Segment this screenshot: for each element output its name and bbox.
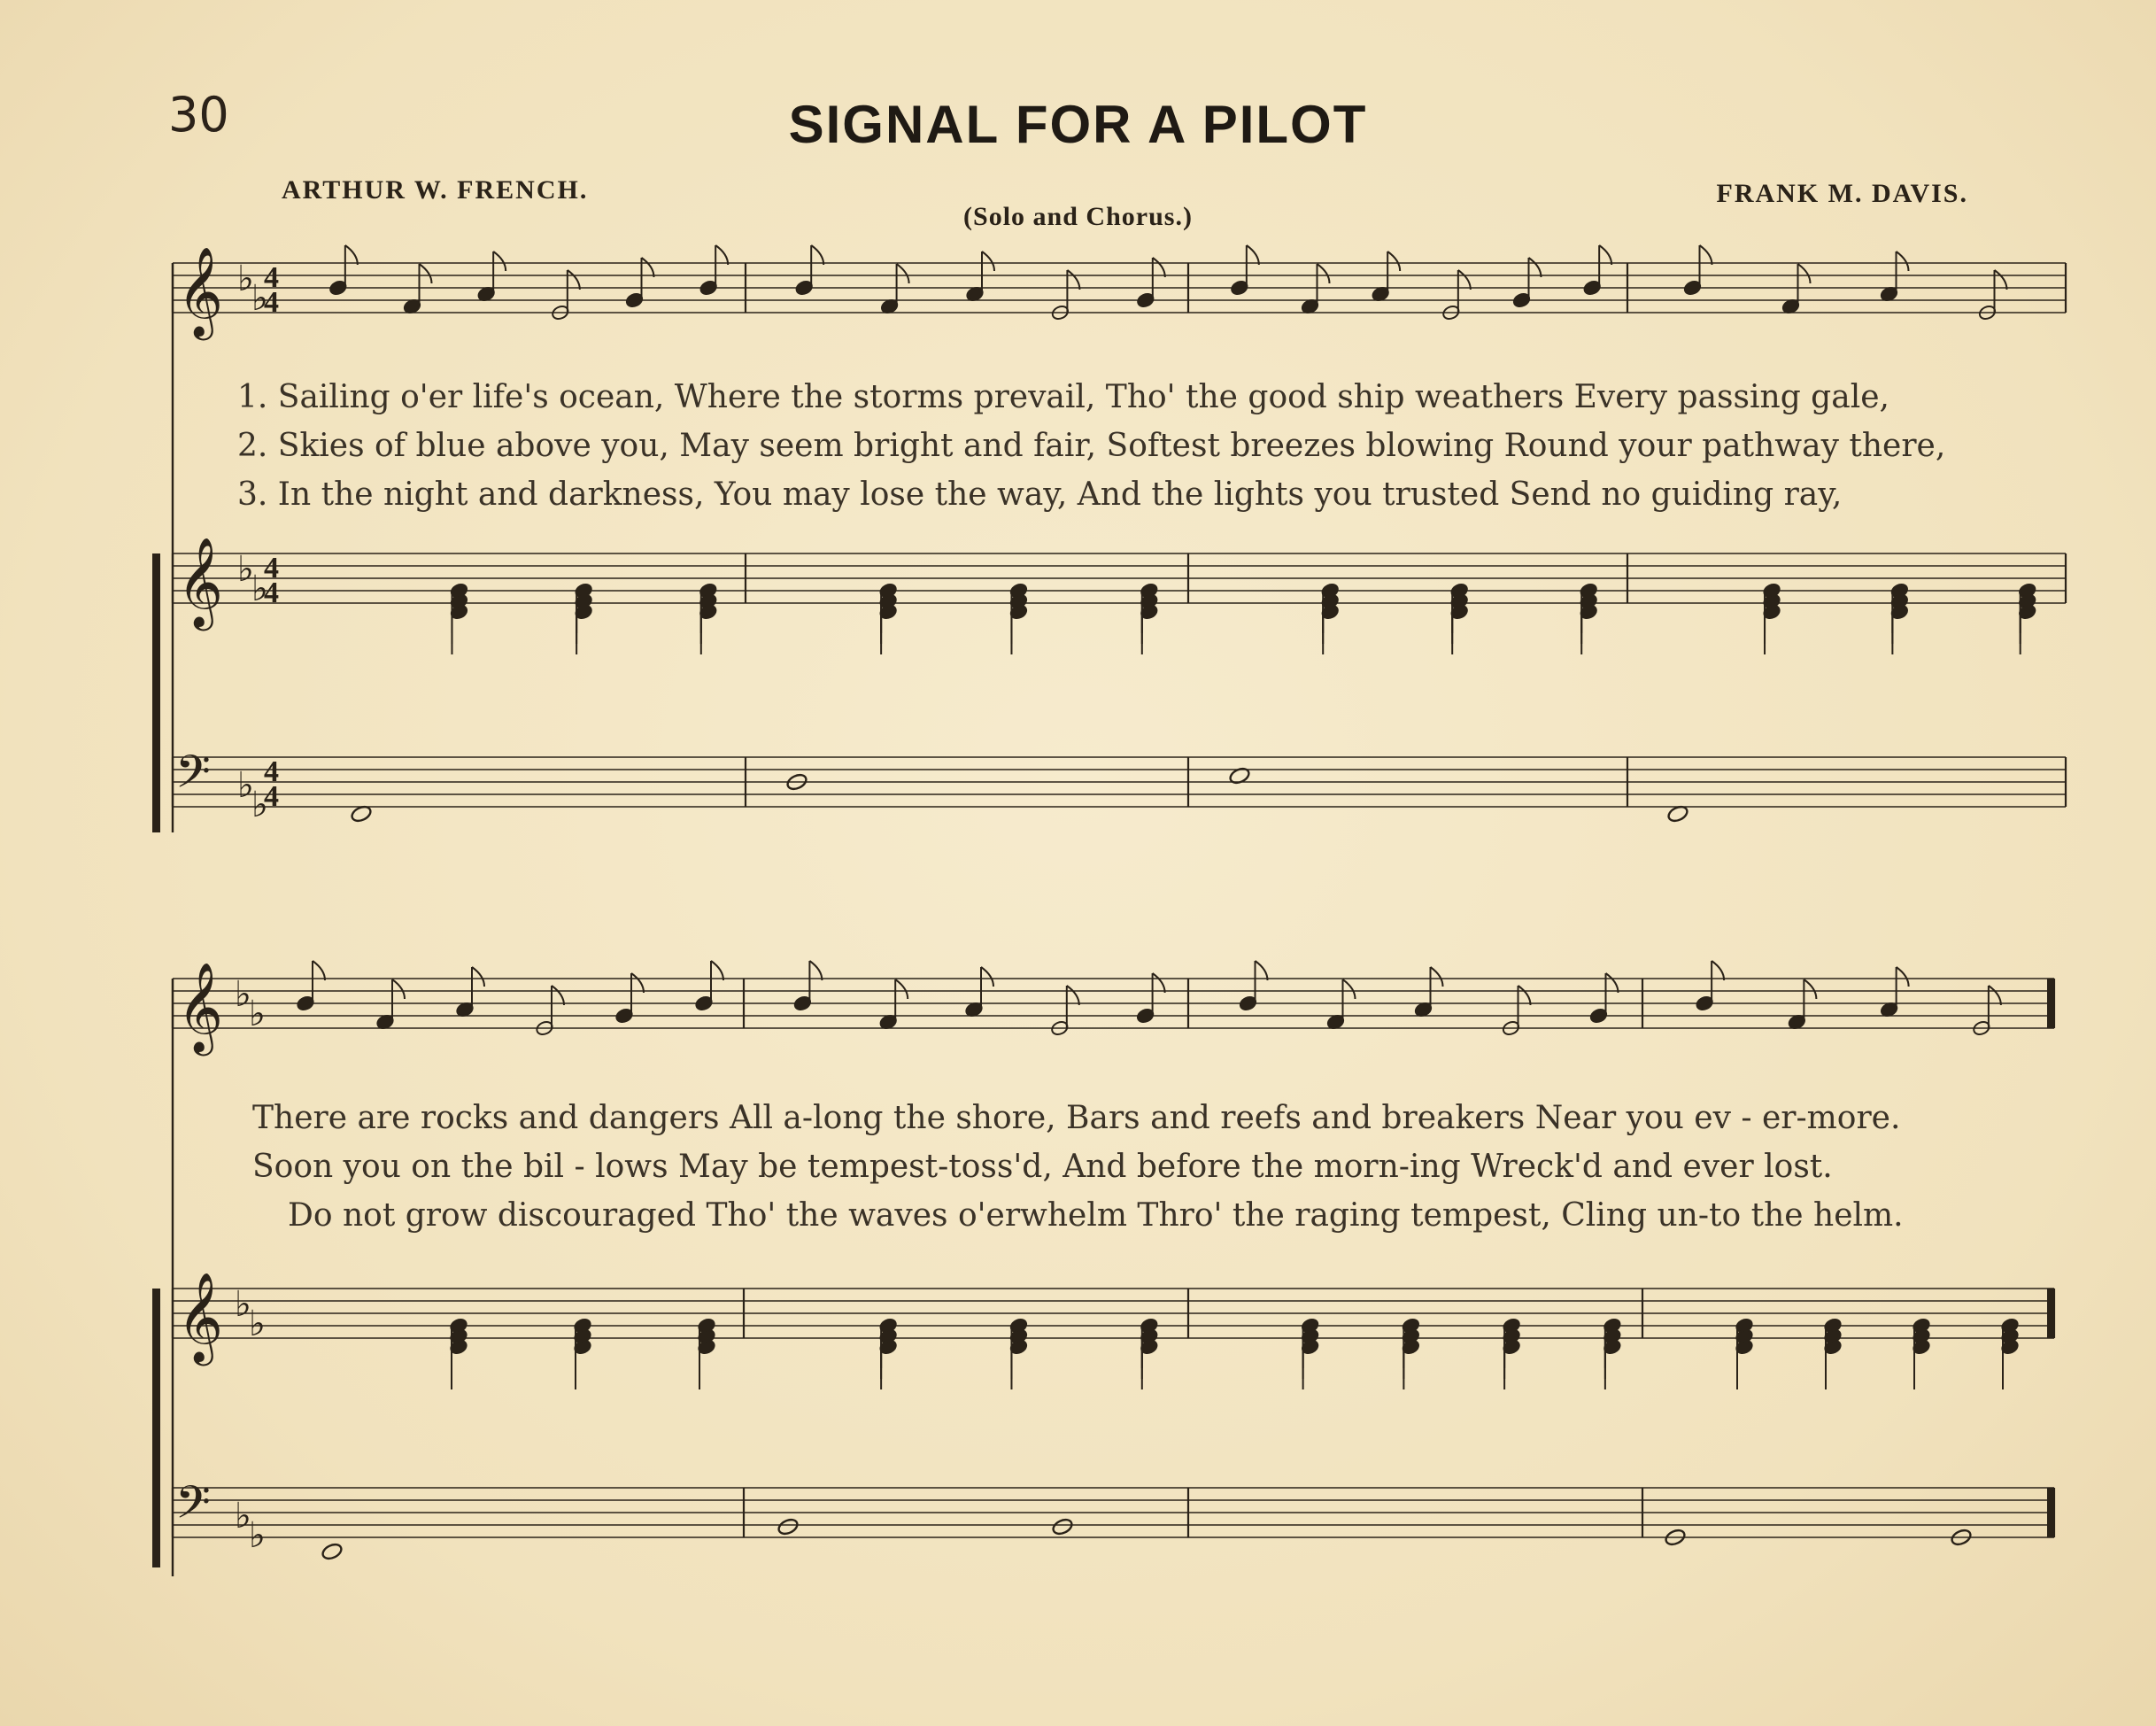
song-title: SIGNAL FOR A PILOT	[788, 95, 1368, 154]
flat-sign-icon: ♭	[237, 765, 254, 806]
time-signature: 4	[264, 577, 279, 609]
lyric-line-verse-2-a: 2. Skies of blue above you, May seem bright and fair, Softest breezes blowing Round your pathway there,	[237, 428, 1946, 464]
note-flag	[1712, 961, 1724, 980]
note-flag	[1387, 252, 1400, 271]
note-flag	[642, 258, 654, 277]
note-flag	[1798, 264, 1811, 283]
note-flag	[1343, 979, 1356, 999]
half-note-head	[321, 1542, 344, 1561]
note-flag	[715, 245, 728, 265]
flat-sign-icon: ♭	[235, 1496, 251, 1536]
note-flag	[345, 245, 358, 265]
note-flag	[1989, 986, 2001, 1005]
lyric-line-verse-1-a: 1. Sailing o'er life's ocean, Where the storms prevail, Tho' the good ship weathers Every passing gale,	[237, 379, 1889, 415]
note-flag	[552, 986, 564, 1005]
note-flag	[897, 264, 909, 283]
note-flag	[1897, 252, 1909, 271]
note-flag	[631, 973, 644, 993]
note-flag	[1458, 270, 1471, 290]
flat-sign-icon: ♭	[251, 278, 268, 319]
page-number: 30	[168, 87, 229, 143]
note-flag	[1256, 961, 1268, 980]
note-flag	[1247, 245, 1259, 265]
note-flag	[895, 979, 908, 999]
note-flag	[568, 270, 580, 290]
flat-sign-icon: ♭	[249, 1515, 266, 1556]
lyric-line-verse-3-b: Do not grow discouraged Tho' the waves o'erwhelm Thro' the raging tempest, Cling un-to the helm.	[288, 1197, 1904, 1234]
composer-credit: FRANK M. DAVIS.	[1716, 179, 1968, 208]
note-flag	[981, 967, 993, 987]
note-flag	[1995, 270, 2007, 290]
system-brace	[152, 1289, 160, 1567]
lyric-line-verse-3-a: 3. In the night and darkness, You may lose the way, And the lights you trusted Send no guiding ray,	[237, 476, 1843, 513]
flat-sign-icon: ♭	[249, 1304, 266, 1344]
lyricist-credit: ARTHUR W. FRENCH.	[282, 175, 589, 205]
flat-sign-icon: ♭	[237, 549, 254, 590]
note-flag	[1067, 270, 1079, 290]
time-signature: 4	[264, 780, 279, 813]
flat-sign-icon: ♭	[249, 994, 266, 1034]
subtitle: (Solo and Chorus.)	[963, 202, 1193, 231]
note-flag	[493, 252, 506, 271]
lyric-line-verse-1-b: There are rocks and dangers All a-long the shore, Bars and reefs and breakers Near you ev - er-more.	[252, 1100, 1901, 1136]
final-barline	[2047, 1488, 2054, 1537]
final-barline	[2047, 979, 2054, 1028]
final-barline	[2047, 1289, 2054, 1338]
note-flag	[1067, 986, 1079, 1005]
note-flag	[392, 979, 405, 999]
note-flag	[809, 961, 822, 980]
note-flag	[1599, 245, 1611, 265]
flat-sign-icon: ♭	[235, 974, 251, 1015]
note-flag	[1518, 986, 1531, 1005]
note-flag	[1804, 979, 1816, 999]
bass-clef-icon: 𝄢	[175, 745, 211, 809]
time-signature: 4	[264, 261, 279, 294]
note-flag	[1431, 967, 1443, 987]
flat-sign-icon: ♭	[251, 569, 268, 609]
note-flag	[1529, 258, 1542, 277]
note-flag	[1153, 258, 1165, 277]
bass-clef-icon: 𝄢	[175, 1475, 211, 1540]
half-note-head	[1051, 1517, 1074, 1536]
note-flag	[1700, 245, 1712, 265]
half-note-head	[777, 1517, 800, 1536]
treble-clef-icon: 𝄞	[177, 536, 224, 627]
flat-sign-icon: ♭	[237, 259, 254, 299]
note-flag	[420, 264, 432, 283]
note-flag	[472, 967, 484, 987]
note-flag	[982, 252, 994, 271]
flat-sign-icon: ♭	[251, 785, 268, 825]
flat-sign-icon: ♭	[235, 1284, 251, 1325]
note-flag	[811, 245, 823, 265]
note-flag	[1606, 973, 1619, 993]
time-signature: 4	[264, 552, 279, 584]
lyric-line-verse-2-b: Soon you on the bil - lows May be tempest-toss'd, And before the morn-ing Wreck'd and ever lost.	[252, 1149, 1833, 1185]
system-brace	[152, 553, 160, 832]
time-signature: 4	[264, 286, 279, 319]
treble-clef-icon: 𝄞	[177, 961, 224, 1052]
note-flag	[1897, 967, 1909, 987]
note-flag	[1153, 973, 1165, 993]
time-signature: 4	[264, 755, 279, 788]
note-flag	[1318, 264, 1330, 283]
treble-clef-icon: 𝄞	[177, 245, 224, 337]
treble-clef-icon: 𝄞	[177, 1271, 224, 1362]
note-flag	[313, 961, 325, 980]
note-flag	[711, 961, 723, 980]
